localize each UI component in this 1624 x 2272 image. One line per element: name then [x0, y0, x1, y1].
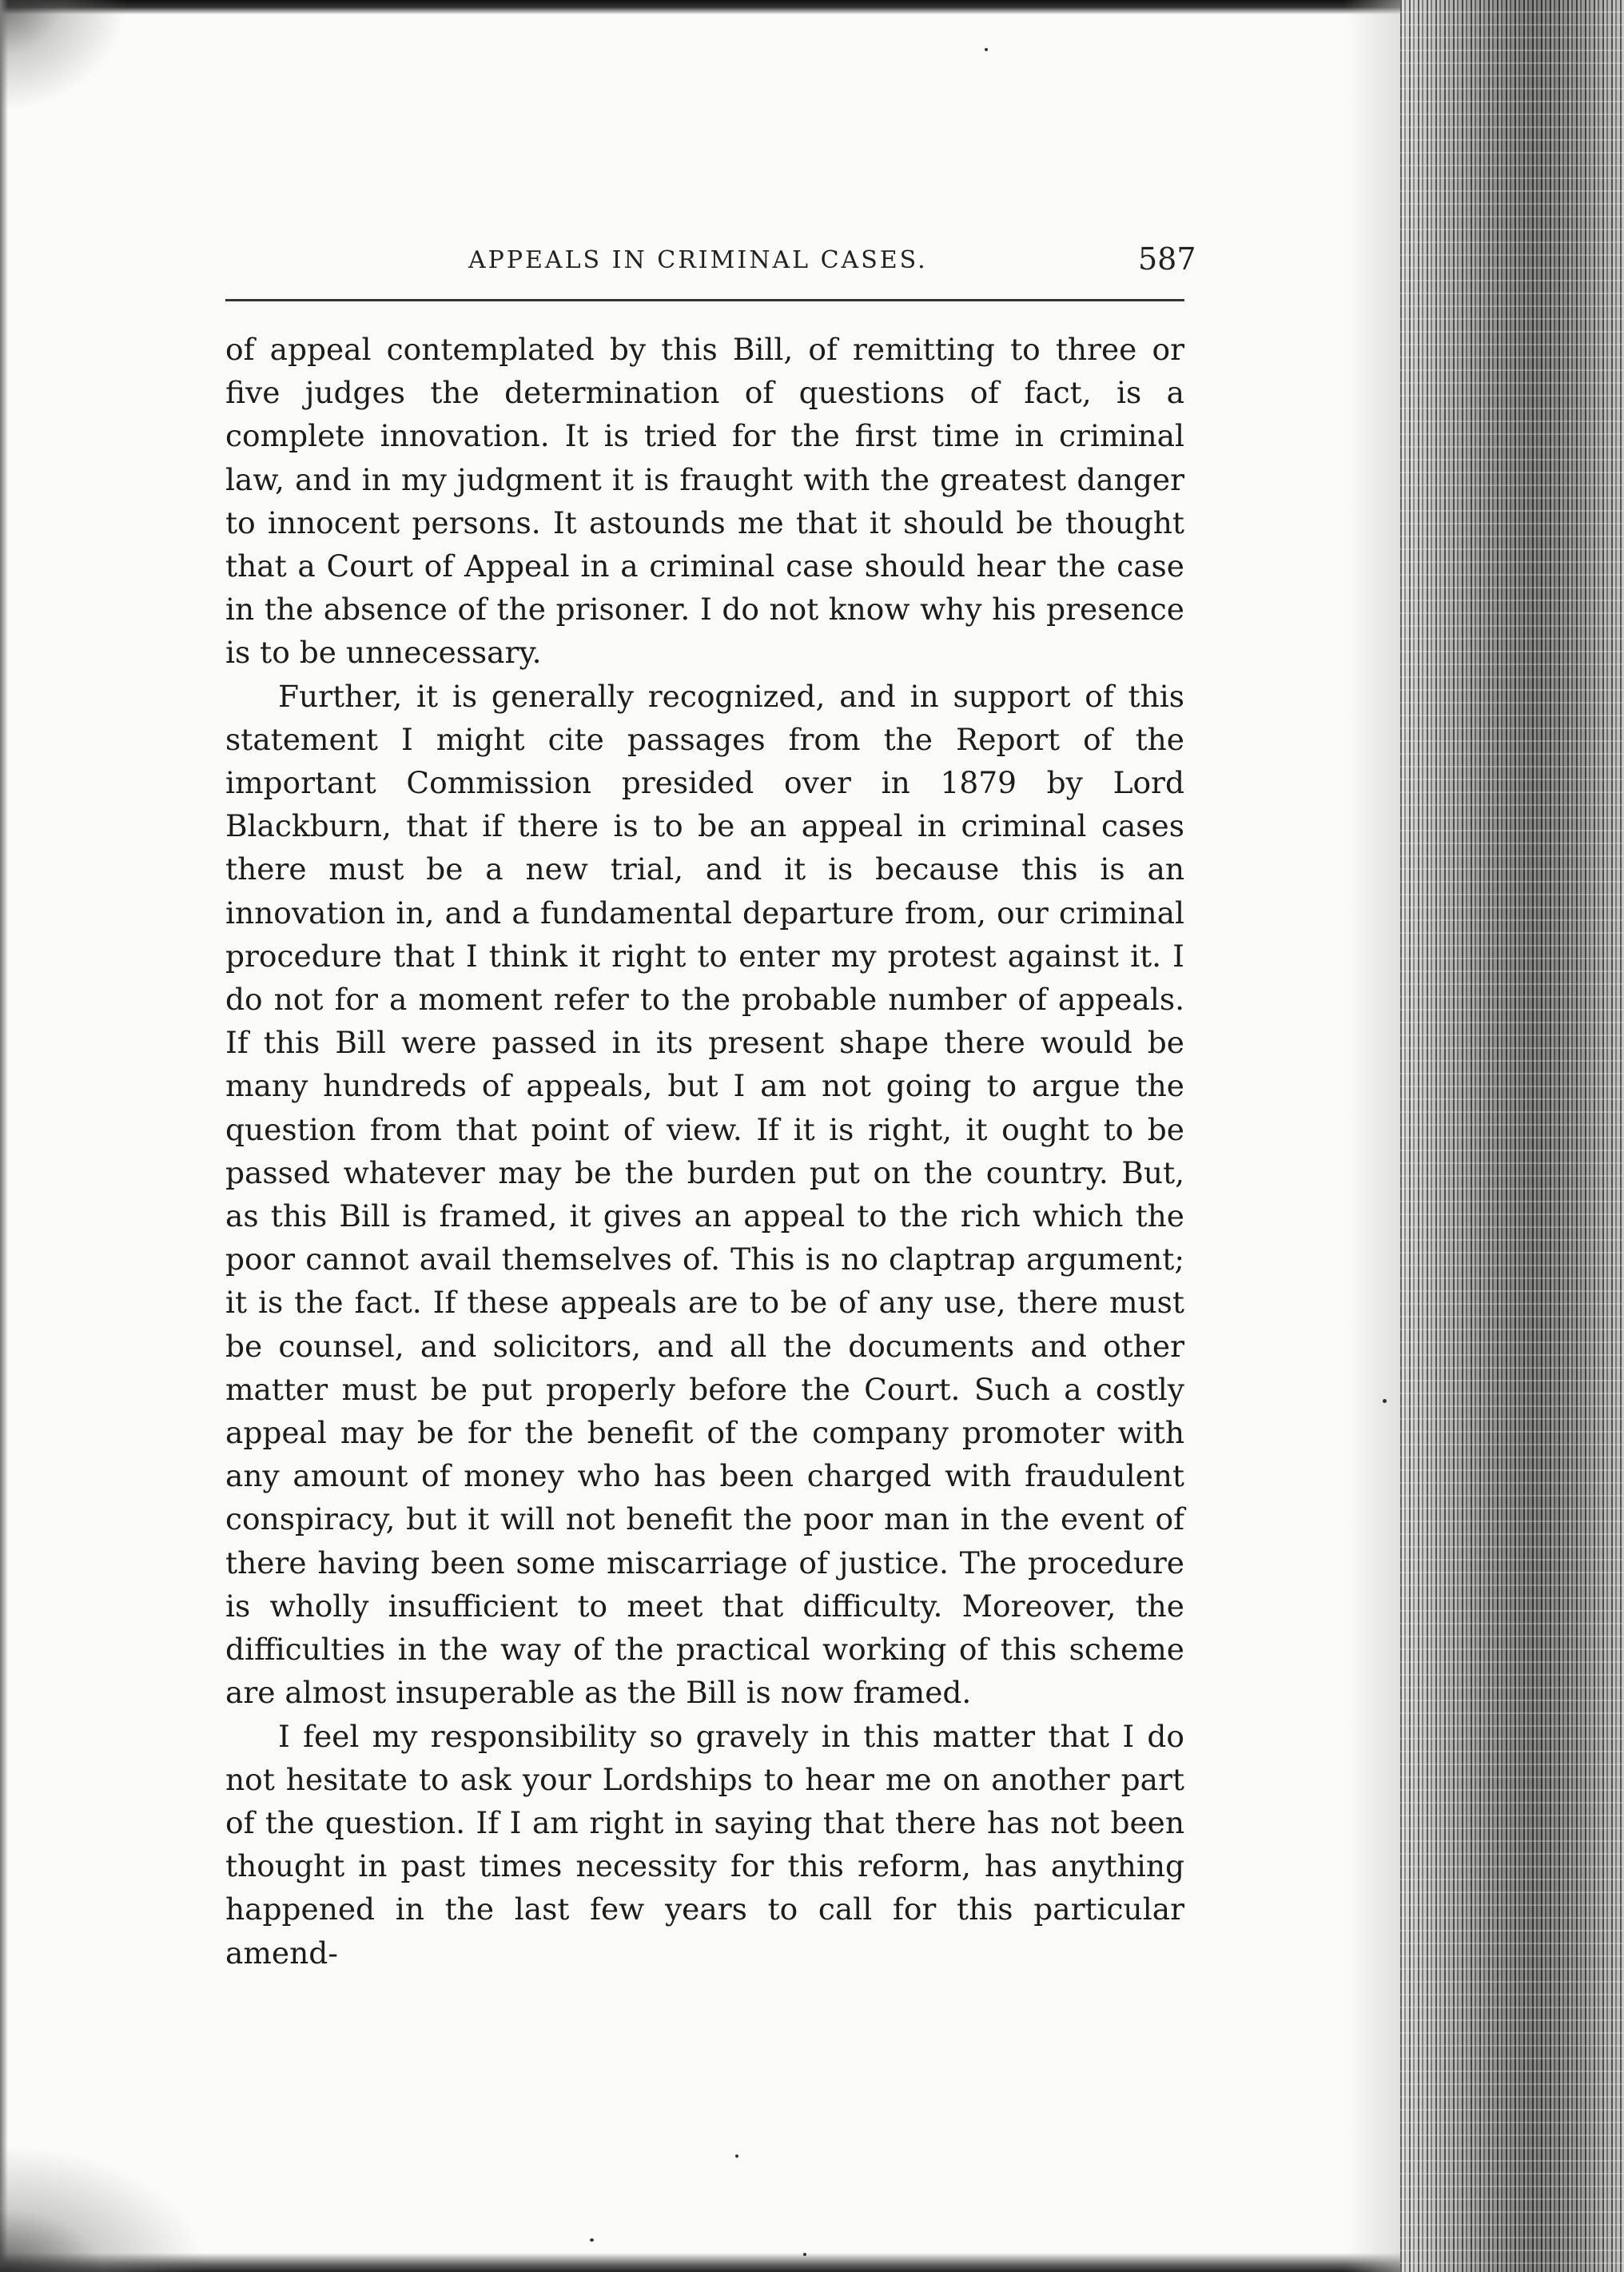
body-text [225, 328, 1184, 1975]
page-corner-shadow-top-left [0, 0, 128, 112]
binding-fade [1344, 0, 1408, 2272]
scan-speck [1383, 1399, 1387, 1403]
scan-speck [803, 2253, 806, 2256]
page-top-shadow [0, 0, 1407, 14]
scan-speck [590, 2238, 594, 2242]
paragraph-continued: of appeal contemplated by this Bill, of remitting to three or five judges the determination of questions of fact, is a complete innovation. It is tried for the first time in criminal law, and in my judgment it is fraught with the greatest danger to innocent persons. It astounds me that it should be thought that a Court of Appeal in a criminal case should hear the case in the absence of the prisoner. I do not know why his presence is to be unnecessary. [225, 332, 1184, 671]
scan-speck [735, 2154, 738, 2158]
running-header-title: APPEALS IN CRIMINAL CASES. [468, 246, 928, 274]
page-bottom-shadow [0, 2253, 1439, 2272]
page-corner-shadow-bottom-left [0, 2144, 208, 2272]
page-number: 587 [1138, 241, 1196, 277]
book-page-edges-texture [1400, 0, 1624, 2272]
paragraph: I feel my responsibility so gravely in this matter that I do not hesitate to ask your Lordships to hear me on another part of the question. If I am right in saying that there has not been thought in past times necessity for this reform, has anything happened in the last few years to call for this particular amend- [225, 1718, 1184, 1971]
header-rule [225, 299, 1184, 301]
scan-speck [985, 48, 988, 51]
paragraph: Further, it is generally recognized, and in support of this statement I might cite passages from the Report of the important Commission presided over in 1879 by Lord Blackburn, that if there is to be an appeal in criminal cases there must be a new trial, and it is because this is an innovation in, and a fundamental departure from, our criminal procedure that I think it right to enter my protest against it. I do not for a moment refer to the probable number of appeals. If this Bill were passed in its present shape there would be many hundreds of appeals, but I am not going to argue the question from that point of view. If it is right, it ought to be passed whatever may be the burden put on the country. But, as this Bill is framed, it gives an appeal to the rich which the poor cannot avail themselves of. This is no claptrap argument; it is the fact. If these appeals are to be of any use, there must be counsel, and solicitors, and all the documents and other matter must be put properly before the Court. Such a costly appeal may be for the benefit of the company promoter with any amount of money who has been charged with fraudulent conspiracy, but it will not benefit the poor man in the event of there having been some miscarriage of justice. The procedure is wholly insufficient to meet that difficulty. Moreover, the difficulties in the way of the practical working of this scheme are almost insuperable as the Bill is now framed. [225, 678, 1184, 1711]
page-left-shadow [0, 0, 8, 2272]
